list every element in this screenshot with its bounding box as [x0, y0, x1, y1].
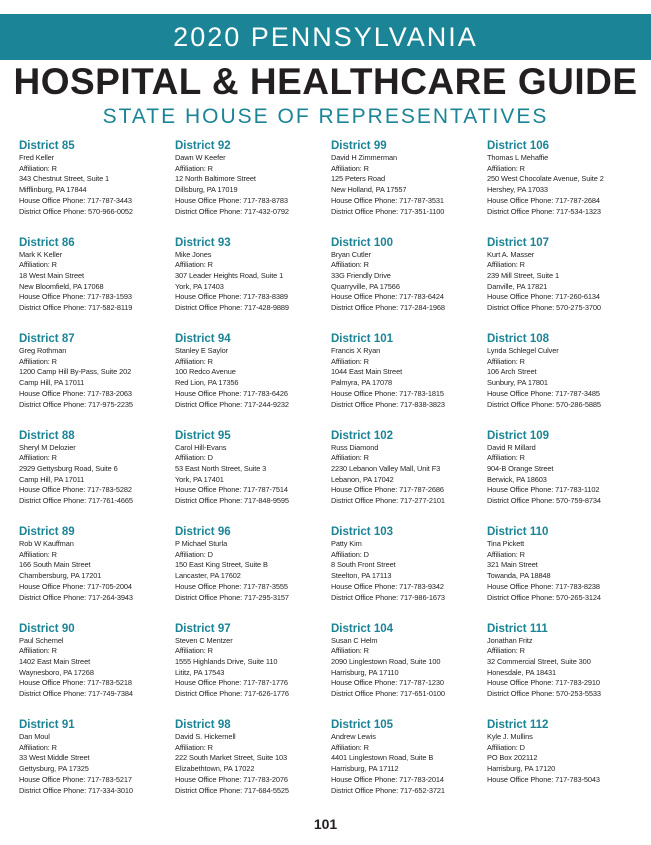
representative-entry: [487, 332, 639, 429]
entry-detail: Affiliation: R: [19, 260, 57, 270]
representative-name: Lynda Schlegel Culver: [487, 346, 559, 355]
district-heading: District 112: [487, 719, 549, 731]
district-heading: District 99: [331, 140, 387, 152]
representative-entry: [331, 429, 487, 526]
page-subtitle: STATE HOUSE OF REPRESENTATIVES: [102, 105, 549, 128]
entry-detail: Sunbury, PA 17801: [487, 378, 548, 388]
entry-detail: District Office Phone: 717-295-3157: [175, 592, 289, 602]
representative-name: Mike Jones: [175, 249, 212, 259]
representative-entry: [331, 139, 487, 236]
representative-entry: [331, 236, 487, 333]
representative-entry: [331, 332, 487, 429]
entry-detail: 12 North Baltimore Street: [175, 174, 256, 184]
district-heading: District 102: [331, 429, 394, 442]
entry-detail: House Office Phone: 717-787-3485: [487, 388, 600, 398]
entry-detail: House Office Phone: 717-783-1815: [331, 388, 444, 398]
entry-detail: District Office Phone: 570-759-8734: [487, 496, 601, 506]
entry-detail: Affiliation: R: [19, 356, 57, 366]
district-heading: District 96: [175, 526, 231, 538]
entry-detail: District Office Phone: 717-626-1776: [175, 689, 289, 699]
entry-detail: District Office Phone: 570-275-3700: [487, 303, 601, 313]
entry-detail: Affiliation: R: [487, 356, 525, 366]
representative-name: Carol Hill-Evans: [175, 442, 227, 452]
entry-detail: New Holland, PA 17557: [331, 185, 407, 195]
entry-detail: House Office Phone: 717-783-2063: [19, 388, 132, 398]
entry-detail: Affiliation: R: [175, 260, 213, 270]
entry-detail: 100 Redco Avenue: [175, 367, 236, 377]
entry-detail: District Office Phone: 717-582-8119: [19, 303, 133, 313]
entry-detail: Affiliation: R: [19, 742, 57, 752]
entry-detail: 307 Leader Heights Road, Suite 1: [175, 270, 284, 280]
representative-entry: [487, 525, 639, 622]
entry-detail: 1402 East Main Street: [19, 656, 91, 666]
entry-detail: Elizabethtown, PA 17022: [175, 764, 255, 774]
district-heading: District 92: [175, 140, 231, 152]
representative-entry: [331, 718, 487, 815]
entry-detail: Red Lion, PA 17356: [175, 378, 239, 388]
entry-detail: House Office Phone: 717-783-9342: [331, 581, 444, 591]
entry-detail: House Office Phone: 717-783-1102: [487, 485, 600, 495]
representative-entry: [487, 236, 639, 333]
entry-detail: Lebanon, PA 17042: [331, 474, 394, 484]
entry-detail: Affiliation: D: [487, 742, 525, 752]
entry-detail: House Office Phone: 717-787-3443: [19, 195, 132, 205]
entry-detail: Chambersburg, PA 17201: [19, 571, 102, 581]
district-heading: District 95: [175, 429, 231, 442]
representative-entry: [175, 622, 331, 719]
district-heading: District 105: [331, 719, 394, 731]
entry-detail: Harrisburg, PA 17120: [487, 764, 556, 774]
entry-detail: Affiliation: R: [19, 163, 57, 173]
entry-detail: District Office Phone: 570-253-5533: [487, 689, 601, 699]
entry-detail: Berwick, PA 18603: [487, 474, 547, 484]
entry-detail: 343 Chestnut Street, Suite 1: [19, 174, 110, 184]
entry-detail: 904-B Orange Street: [487, 463, 554, 473]
guide-title: HOSPITAL & HEALTHCARE GUIDE: [13, 61, 638, 102]
entry-detail: House Office Phone: 717-783-5218: [19, 678, 132, 688]
entry-detail: House Office Phone: 717-787-3555: [175, 581, 288, 591]
entry-detail: Dillsburg, PA 17019: [175, 185, 238, 195]
district-heading: District 91: [19, 719, 75, 731]
representative-name: Mark K Keller: [19, 249, 63, 259]
entry-detail: House Office Phone: 717-783-2076: [175, 774, 288, 784]
district-heading: District 93: [175, 236, 231, 249]
representative-name: David R Millard: [487, 442, 536, 452]
representative-name: Andrew Lewis: [331, 732, 376, 741]
entry-detail: District Office Phone: 717-838-3823: [331, 399, 445, 409]
entry-detail: District Office Phone: 570-966-0052: [19, 206, 133, 216]
entry-detail: 32 Commercial Street, Suite 300: [487, 656, 591, 666]
entry-detail: 53 East North Street, Suite 3: [175, 463, 267, 473]
entry-detail: House Office Phone: 717-787-7514: [175, 485, 288, 495]
district-heading: District 94: [175, 333, 231, 345]
entry-detail: 106 Arch Street: [487, 367, 537, 377]
entry-detail: House Office Phone: 717-783-1593: [19, 292, 132, 302]
representative-entry: [331, 525, 487, 622]
entry-detail: Affiliation: R: [331, 646, 369, 656]
district-heading: District 88: [19, 429, 75, 442]
entry-detail: House Office Phone: 717-787-1776: [175, 678, 288, 688]
district-heading: District 106: [487, 140, 550, 152]
entry-detail: 239 Mill Street, Suite 1: [487, 270, 559, 280]
entry-detail: Affiliation: R: [331, 356, 369, 366]
district-heading: District 98: [175, 719, 231, 731]
entry-detail: District Office Phone: 717-264-3943: [19, 592, 133, 602]
representative-entry: [19, 332, 175, 429]
representative-entry: [487, 139, 639, 236]
entry-detail: Palmyra, PA 17078: [331, 378, 393, 388]
representative-entry: [175, 236, 331, 333]
entry-detail: District Office Phone: 717-761-4665: [19, 496, 133, 506]
entry-detail: 33G Friendly Drive: [331, 270, 391, 280]
representative-entry: [19, 236, 175, 333]
entry-detail: District Office Phone: 717-684-5525: [175, 785, 289, 795]
entry-detail: House Office Phone: 717-783-8783: [175, 195, 288, 205]
district-heading: District 85: [19, 140, 75, 152]
entry-detail: House Office Phone: 717-783-5217: [19, 774, 132, 784]
entry-detail: Towanda, PA 18848: [487, 571, 551, 581]
entry-detail: Mifflinburg, PA 17844: [19, 185, 87, 195]
representative-name: P Michael Sturla: [175, 539, 228, 548]
entry-detail: District Office Phone: 717-244-9232: [175, 399, 289, 409]
entry-detail: 166 South Main Street: [19, 560, 91, 570]
entry-detail: District Office Phone: 717-334-3010: [19, 785, 133, 795]
entry-detail: Affiliation: R: [331, 260, 369, 270]
entry-detail: District Office Phone: 717-651-0100: [331, 689, 445, 699]
representative-name: Francis X Ryan: [331, 346, 381, 355]
entry-detail: 2230 Lebanon Valley Mall, Unit F3: [331, 463, 441, 473]
entry-detail: Quarryville, PA 17566: [331, 281, 400, 291]
entry-detail: Affiliation: R: [19, 453, 57, 463]
banner-title: 2020 PENNSYLVANIA: [173, 22, 478, 52]
entry-detail: Affiliation: R: [175, 163, 213, 173]
entry-detail: District Office Phone: 570-286-5885: [487, 399, 601, 409]
district-heading: District 108: [487, 333, 550, 345]
entry-detail: Affiliation: R: [331, 453, 369, 463]
representative-name: Dawn W Keefer: [175, 153, 226, 162]
district-heading: District 86: [19, 236, 75, 249]
representative-entry: [487, 718, 639, 815]
district-heading: District 109: [487, 429, 550, 442]
entry-detail: York, PA 17401: [175, 474, 224, 484]
representative-entry: [487, 622, 639, 719]
entry-detail: Affiliation: R: [175, 742, 213, 752]
entry-detail: House Office Phone: 717-783-6424: [331, 292, 444, 302]
representative-entry: [175, 718, 331, 815]
entry-detail: District Office Phone: 717-652-3721: [331, 785, 445, 795]
entry-detail: Affiliation: R: [487, 646, 525, 656]
entry-detail: 33 West Middle Street: [19, 753, 90, 763]
entry-detail: District Office Phone: 717-432-0792: [175, 206, 289, 216]
representative-name: Susan C Helm: [331, 635, 378, 645]
district-heading: District 110: [487, 526, 549, 538]
entry-detail: Affiliation: R: [487, 163, 525, 173]
entry-detail: District Office Phone: 717-975-2235: [19, 399, 133, 409]
entry-detail: York, PA 17403: [175, 281, 224, 291]
entry-detail: District Office Phone: 717-428-9889: [175, 303, 289, 313]
entry-detail: Affiliation: D: [175, 549, 213, 559]
representatives-grid: [19, 139, 639, 815]
entry-detail: Affiliation: R: [19, 646, 57, 656]
representative-name: Kurt A. Masser: [487, 249, 535, 259]
entry-detail: 1200 Camp Hill By-Pass, Suite 202: [19, 367, 132, 377]
entry-detail: District Office Phone: 717-986-1673: [331, 592, 445, 602]
entry-detail: Camp Hill, PA 17011: [19, 474, 85, 484]
entry-detail: District Office Phone: 717-848-9595: [175, 496, 289, 506]
district-heading: District 103: [331, 526, 394, 538]
representative-entry: [487, 429, 639, 526]
entry-detail: Camp Hill, PA 17011: [19, 378, 85, 388]
entry-detail: House Office Phone: 717-783-6426: [175, 388, 288, 398]
district-heading: District 100: [331, 236, 394, 249]
representative-name: Stanley E Saylor: [175, 346, 229, 355]
entry-detail: Affiliation: D: [175, 453, 213, 463]
district-heading: District 89: [19, 526, 75, 538]
entry-detail: 1555 Highlands Drive, Suite 110: [175, 656, 278, 666]
entry-detail: Affiliation: R: [487, 453, 525, 463]
district-heading: District 87: [19, 333, 75, 345]
page-number: 101: [313, 816, 338, 832]
representative-entry: [331, 622, 487, 719]
entry-detail: House Office Phone: 717-787-1230: [331, 678, 444, 688]
representative-name: David S. Hickernell: [175, 732, 236, 741]
entry-detail: Affiliation: R: [331, 163, 369, 173]
representative-entry: [19, 525, 175, 622]
district-heading: District 104: [331, 622, 394, 635]
representative-name: Steven C Mentzer: [175, 635, 233, 645]
district-heading: District 97: [175, 622, 231, 635]
entry-detail: 8 South Front Street: [331, 560, 396, 570]
entry-detail: 2090 Linglestown Road, Suite 100: [331, 656, 441, 666]
representative-name: Thomas L Mehaffie: [487, 153, 549, 162]
representative-name: Jonathan Fritz: [487, 635, 533, 645]
entry-detail: New Bloomfield, PA 17068: [19, 281, 104, 291]
entry-detail: 222 South Market Street, Suite 103: [175, 753, 288, 763]
entry-detail: Harrisburg, PA 17110: [331, 667, 399, 677]
entry-detail: House Office Phone: 717-783-8238: [487, 581, 600, 591]
representative-entry: [19, 139, 175, 236]
representative-name: Greg Rothman: [19, 346, 67, 355]
entry-detail: House Office Phone: 717-260-6134: [487, 292, 600, 302]
entry-detail: District Office Phone: 717-351-1100: [331, 206, 445, 216]
entry-detail: House Office Phone: 717-783-2014: [331, 774, 444, 784]
entry-detail: District Office Phone: 717-534-1323: [487, 206, 601, 216]
entry-detail: District Office Phone: 717-749-7384: [19, 689, 133, 699]
representative-entry: [19, 718, 175, 815]
entry-detail: Lancaster, PA 17602: [175, 571, 241, 581]
representative-name: Sheryl M Delozier: [19, 442, 76, 452]
entry-detail: House Office Phone: 717-787-2684: [487, 195, 600, 205]
entry-detail: Affiliation: R: [487, 549, 525, 559]
entry-detail: 2929 Gettysburg Road, Suite 6: [19, 463, 118, 473]
entry-detail: Affiliation: D: [331, 549, 369, 559]
district-heading: District 111: [487, 622, 548, 635]
district-heading: District 107: [487, 236, 550, 249]
entry-detail: 4401 Linglestown Road, Suite B: [331, 753, 434, 763]
representative-name: Russ Diamond: [331, 442, 379, 452]
entry-detail: House Office Phone: 717-783-2910: [487, 678, 600, 688]
entry-detail: Honesdale, PA 18431: [487, 667, 557, 677]
entry-detail: Affiliation: R: [331, 742, 369, 752]
representative-name: Tina Pickett: [487, 539, 525, 548]
representative-entry: [175, 332, 331, 429]
entry-detail: House Office Phone: 717-705-2004: [19, 581, 132, 591]
representative-entry: [19, 429, 175, 526]
entry-detail: PO Box 202112: [487, 753, 538, 763]
representative-name: Patty Kim: [331, 539, 362, 548]
representative-name: Dan Moul: [19, 732, 50, 741]
representative-entry: [175, 139, 331, 236]
entry-detail: Lititz, PA 17543: [175, 667, 225, 677]
representative-name: Rob W Kauffman: [19, 539, 74, 548]
entry-detail: District Office Phone: 570-265-3124: [487, 592, 601, 602]
entry-detail: House Office Phone: 717-787-3531: [331, 195, 444, 205]
entry-detail: District Office Phone: 717-277-2101: [331, 496, 445, 506]
entry-detail: Affiliation: R: [19, 549, 57, 559]
entry-detail: Affiliation: R: [175, 356, 213, 366]
representative-name: David H Zimmerman: [331, 153, 398, 162]
entry-detail: Waynesboro, PA 17268: [19, 667, 94, 677]
district-heading: District 101: [331, 333, 394, 345]
entry-detail: 18 West Main Street: [19, 270, 84, 280]
entry-detail: Gettysburg, PA 17325: [19, 764, 89, 774]
entry-detail: Harrisburg, PA 17112: [331, 764, 399, 774]
entry-detail: 150 East King Street, Suite B: [175, 560, 268, 570]
entry-detail: Affiliation: R: [487, 260, 525, 270]
representative-name: Paul Schemel: [19, 635, 64, 645]
entry-detail: House Office Phone: 717-783-5282: [19, 485, 132, 495]
entry-detail: 321 Main Street: [487, 560, 538, 570]
entry-detail: House Office Phone: 717-783-5043: [487, 774, 600, 784]
entry-detail: 1044 East Main Street: [331, 367, 403, 377]
entry-detail: 250 West Chocolate Avenue, Suite 2: [487, 174, 604, 184]
district-heading: District 90: [19, 622, 75, 635]
entry-detail: House Office Phone: 717-783-8389: [175, 292, 288, 302]
representative-name: Bryan Cutler: [331, 249, 371, 259]
entry-detail: Steelton, PA 17113: [331, 571, 392, 581]
entry-detail: Affiliation: R: [175, 646, 213, 656]
entry-detail: House Office Phone: 717-787-2686: [331, 485, 444, 495]
representative-entry: [175, 429, 331, 526]
representative-entry: [19, 622, 175, 719]
representative-name: Kyle J. Mullins: [487, 732, 533, 741]
entry-detail: District Office Phone: 717-284-1968: [331, 303, 445, 313]
entry-detail: Hershey, PA 17033: [487, 185, 548, 195]
representative-entry: [175, 525, 331, 622]
representative-name: Fred Keller: [19, 153, 55, 162]
entry-detail: Danville, PA 17821: [487, 281, 548, 291]
entry-detail: 125 Peters Road: [331, 174, 385, 184]
